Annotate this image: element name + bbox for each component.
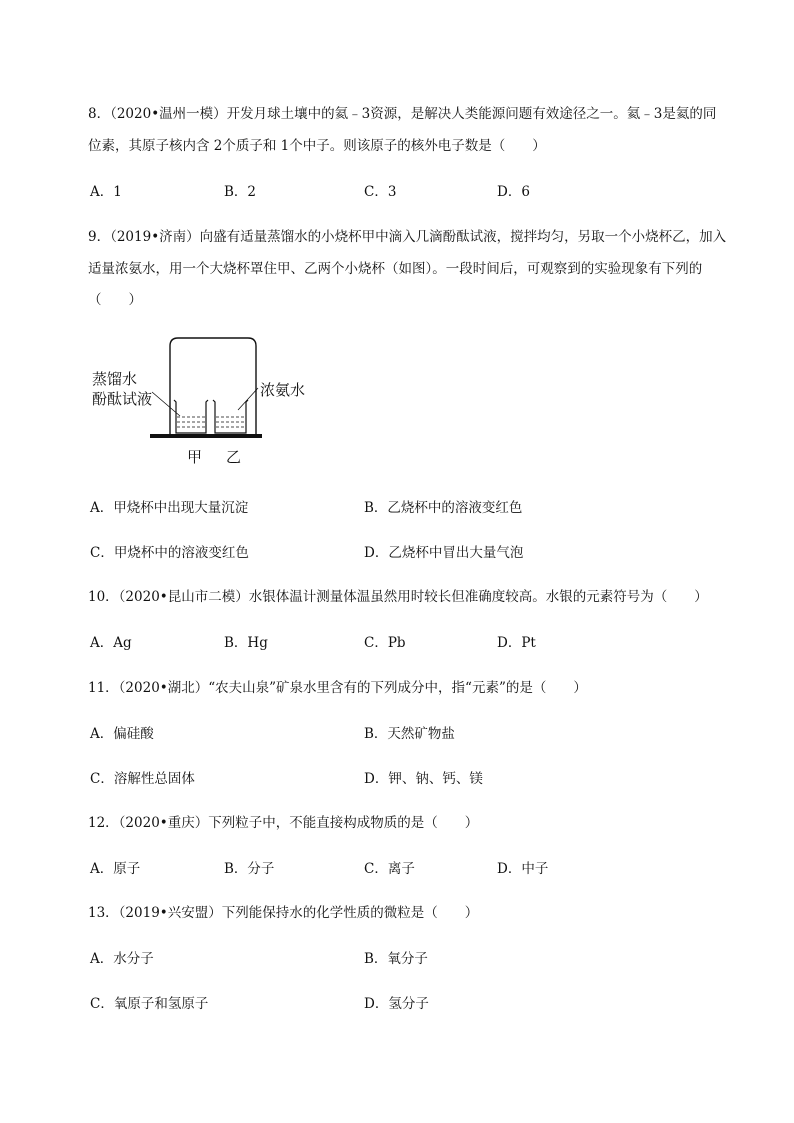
label-phenolphthalein: 酚酞试液 bbox=[92, 390, 153, 408]
q8-option-b[interactable]: B．2 bbox=[224, 184, 257, 200]
q9-option-b[interactable]: B．乙烧杯中的溶液变红色 bbox=[364, 500, 523, 516]
q12-line-1: 12．（2020•重庆）下列粒子中，不能直接构成物质的是（ ） bbox=[88, 815, 479, 831]
q10-option-d[interactable]: D．Pt bbox=[497, 635, 536, 651]
q9-line-2: 适量浓氨水，用一个大烧杯罩住甲、乙两个小烧杯（如图）。一段时间后，可观察到的实验现象有下列的 bbox=[88, 261, 703, 277]
q8-option-a[interactable]: A．1 bbox=[90, 184, 122, 200]
label-cup-a: 甲 bbox=[187, 448, 203, 466]
beaker-figure bbox=[88, 330, 328, 470]
q9-line-3: （ ） bbox=[88, 292, 142, 308]
q8-option-c[interactable]: C．3 bbox=[364, 184, 397, 200]
q9-option-a[interactable]: A．甲烧杯中出现大量沉淀 bbox=[90, 500, 249, 516]
label-ammonia: 浓氨水 bbox=[260, 381, 306, 399]
q10-option-a[interactable]: A．Ag bbox=[90, 635, 132, 651]
q11-line-1: 11．（2020•湖北）“农夫山泉”矿泉水里含有的下列成分中，指“元素”的是（ ） bbox=[88, 680, 587, 696]
q13-option-c[interactable]: C．氧原子和氢原子 bbox=[90, 996, 209, 1012]
base-plate bbox=[150, 434, 262, 438]
q12-option-b[interactable]: B．分子 bbox=[224, 861, 275, 877]
q9-option-c[interactable]: C．甲烧杯中的溶液变红色 bbox=[90, 545, 249, 561]
q11-option-b[interactable]: B．天然矿物盐 bbox=[364, 726, 455, 742]
q10-option-b[interactable]: B．Hg bbox=[224, 635, 268, 651]
q10-line-1: 10．（2020•昆山市二模）水银体温计测量体温虽然用时较长但准确度较高。水银的元素符号为（ ） bbox=[88, 589, 708, 605]
leader-line-right bbox=[238, 388, 258, 410]
beaker-a bbox=[174, 400, 208, 433]
q12-option-d[interactable]: D．中子 bbox=[497, 861, 549, 877]
q12-option-c[interactable]: C．离子 bbox=[364, 861, 415, 877]
q13-option-b[interactable]: B．氧分子 bbox=[364, 951, 428, 967]
q13-option-a[interactable]: A．水分子 bbox=[90, 951, 154, 967]
large-beaker bbox=[170, 338, 256, 434]
q13-option-d[interactable]: D．氢分子 bbox=[364, 996, 429, 1012]
q11-option-c[interactable]: C．溶解性总固体 bbox=[90, 771, 195, 787]
q8-option-d[interactable]: D．6 bbox=[497, 184, 530, 200]
q9-line-1: 9．（2019•济南）向盛有适量蒸馏水的小烧杯甲中滴入几滴酚酞试液，搅拌均匀，另取一个小烧杯乙，加入 bbox=[88, 229, 727, 245]
q9-option-d[interactable]: D．乙烧杯中冒出大量气泡 bbox=[364, 545, 524, 561]
q11-option-a[interactable]: A．偏硅酸 bbox=[90, 726, 154, 742]
label-distilled-water: 蒸馏水 bbox=[92, 370, 138, 388]
q13-line-1: 13．（2019•兴安盟）下列能保持水的化学性质的微粒是（ ） bbox=[88, 905, 479, 921]
q11-option-d[interactable]: D．钾、钠、钙、镁 bbox=[364, 771, 483, 787]
q10-option-c[interactable]: C．Pb bbox=[364, 635, 406, 651]
q12-option-a[interactable]: A．原子 bbox=[90, 861, 141, 877]
label-cup-b: 乙 bbox=[226, 448, 242, 466]
q8-line-2: 位素，其原子核内含 2个质子和 1个中子。则该原子的核外电子数是（ ） bbox=[88, 138, 546, 154]
q8-line-1: 8．（2020•温州一模）开发月球土壤中的氦﹣3资源，是解决人类能源问题有效途径之一。氦﹣3是氦的同 bbox=[88, 106, 717, 122]
